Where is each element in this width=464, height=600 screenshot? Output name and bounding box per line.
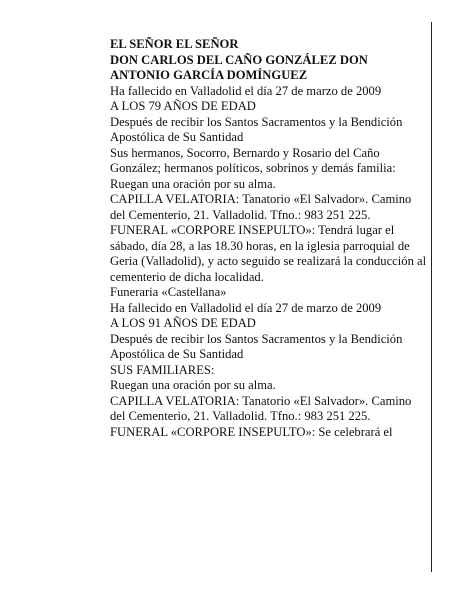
paragraph: A LOS 79 AÑOS DE EDAD [110, 99, 256, 113]
heading-line-2: DON CARLOS DEL CAÑO GONZÁLEZ DON ANTONIO GARCÍA DOMÍNGUEZ [110, 52, 368, 82]
heading-line-1: EL SEÑOR EL SEÑOR [110, 37, 239, 51]
paragraph: Ha fallecido en Valladolid el día 27 de marzo de 2009 [110, 83, 382, 98]
paragraph: Después de recibir los Santos Sacramentos y la Bendición Apostólica de Su Santidad [110, 331, 403, 361]
paragraph: Ruegan una oración por su alma. [110, 378, 276, 392]
paragraph: Sus hermanos, Socorro, Bernardo y Rosario del Caño González; hermanos políticos, sobrinos y demás familia: [110, 145, 396, 175]
paragraph: SUS FAMILIARES: [110, 362, 215, 377]
paragraph: FUNERAL «CORPORE INSEPULTO»: Tendrá lugar el sábado, día 28, a las 18.30 horas, en la iglesia parroquial de Geria (Valladolid), y acto seguido se realizará la conducción al cementerio de dicha localidad. [110, 223, 427, 284]
paragraph: FUNERAL «CORPORE INSEPULTO»: Se celebrará el [110, 424, 393, 439]
paragraph: Ruegan una oración por su alma. [110, 176, 276, 191]
paragraph: Después de recibir los Santos Sacramentos y la Bendición Apostólica de Su Santidad [110, 114, 403, 144]
paragraph: Funeraria «Castellana» [110, 285, 227, 299]
paragraph: Ha fallecido en Valladolid el día 27 de marzo de 2009 [110, 300, 382, 315]
paragraph: CAPILLA VELATORIA: Tanatorio «El Salvador». Camino del Cementerio, 21. Valladolid. Tfno.: 983 251 225. [110, 192, 412, 222]
obituary-document [110, 37, 428, 440]
page-border-rule [431, 22, 432, 572]
paragraph: CAPILLA VELATORIA: Tanatorio «El Salvador». Camino del Cementerio, 21. Valladolid. Tfno.: 983 251 225. [110, 393, 412, 423]
paragraph: A LOS 91 AÑOS DE EDAD [110, 316, 256, 330]
